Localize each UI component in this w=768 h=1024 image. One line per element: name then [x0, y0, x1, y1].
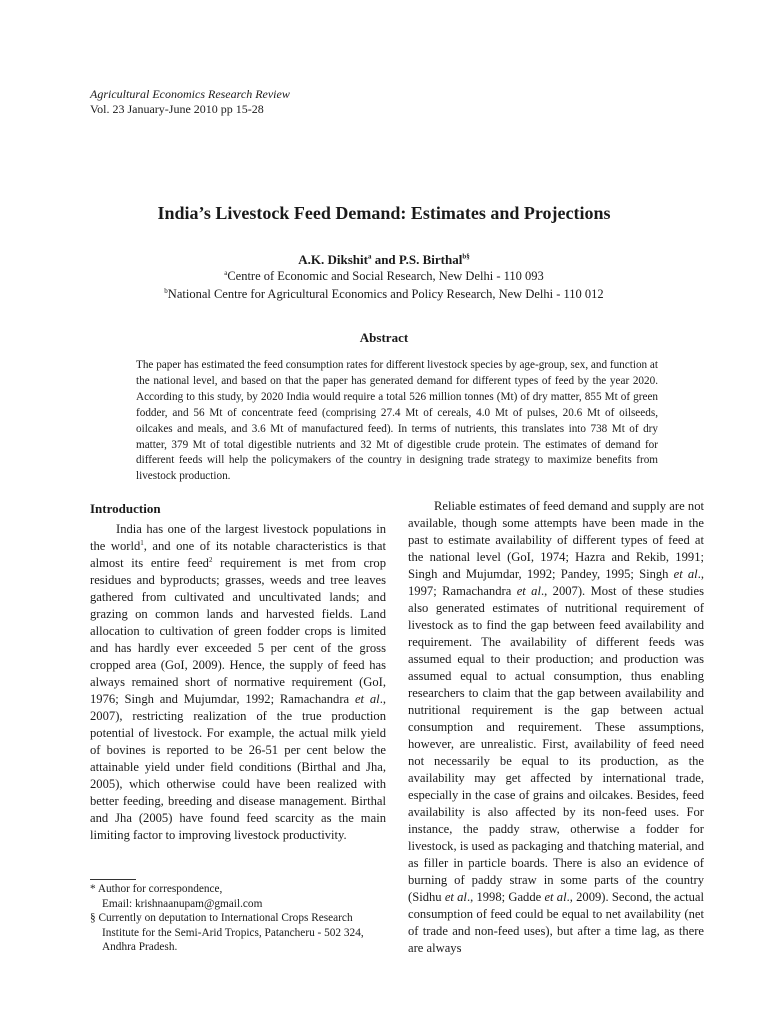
abstract-heading: Abstract	[359, 330, 409, 345]
authors	[0, 252, 768, 268]
journal-name: Agricultural Economics Research Review	[90, 87, 290, 101]
footnote-rule	[90, 879, 136, 880]
section-heading-introduction: Introduction	[90, 501, 161, 516]
abstract-body: The paper has estimated the feed consumption rates for different livestock species by age-group, sex, and function at the national level, and based on that the paper has generated demand for different types of feed by the year 2020. According to this study, by 2020 India would require a total 526 million tonnes (Mt) of dry matter, 855 Mt of green fodder, and 56 Mt of concentrate feed (comprising 27.4 Mt of cereals, 4.0 Mt of pulses, 20.6 Mt of oilseeds, oilcakes and meals, and 3.6 Mt of manufactured feed). In terms of nutrients, this translates into 738 Mt of dry matter, 379 Mt of total digestible nutrients and 32 Mt of digestible crude protein. The estimates of demand for different feeds will help the policymakers of the country in designing trade strategy to maximize benefits from livestock production.	[136, 359, 659, 483]
footnote-email: Email: krishnaanupam@gmail.com	[102, 897, 263, 910]
journal-header	[90, 87, 290, 117]
left-column	[90, 500, 386, 844]
footnote-deputation: § Currently on deputation to International Crops Research Institute for the Semi-Arid Tropics, Patancheru - 502 324, Andhra Pradesh.	[90, 912, 364, 954]
affiliation-a: $^a$Centre of Economic and Social Research, New Delhi - 110 093	[224, 268, 544, 283]
intro-paragraph: India has one of the largest livestock populations in the world$^1$, and one of its notable characteristics is that almost its entire feed$^2$ requirement is met from crop residues and byproducts; grasses, weeds and tree leaves gathered from cultivated and uncultivated lands; and grazing on common lands and harvested fields. Land allocation to cultivation of green fodder crops is limited and has hardly ever exceeded 5 per cent of the gross cropped area (GoI, 2009). Hence, the supply of feed has always remained short of normative requirement (GoI, 1976; Singh and Mujumdar, 1992; Ramachandra et al., 2007), restricting realization of the true production potential of livestock. For example, the actual milk yield of bovines is reported to be 26-51 per cent below the attainable yield under field conditions (Birthal and Jha, 2005), which otherwise could have been realized with better feeding, breeding and disease management. Birthal and Jha (2005) have found feed scarcity as the main limiting factor to improving livestock productivity.	[90, 522, 386, 842]
footnotes	[90, 882, 386, 955]
author-1-affil-mark: a	[367, 252, 372, 261]
paper-title: India’s Livestock Feed Demand: Estimates and Projections	[157, 203, 611, 223]
right-column	[408, 498, 704, 957]
body-paragraph: Reliable estimates of feed demand and supply are not available, though some attempts have been made in the past to estimate availability of different types of feed at the national level (GoI, 1974; Hazra and Rekib, 1991; Singh and Mujumdar, 1992; Pandey, 1995; Singh et al., 1997; Ramachandra et al., 2007). Most of these studies also generated estimates of nutritional requirement of livestock as to find the gap between feed availability and requirement. The availability of different feeds was assumed equal to their production; and production was assumed equal to actual consumption, thus enabling researchers to claim that the gap between availability and nutritional requirement is the gap between actual consumption and requirement. These assumptions, however, are unrealistic. First, availability of feed need not necessarily be equal to its production, as the availability may get affected by international trade, especially in the case of grains and oilcakes. Besides, feed availability is also affected by its non-feed uses. For instance, the paddy straw, otherwise a fodder for livestock, is used as packaging and thatching material, and as filler in particle boards. There is also an evidence of burning of paddy straw in some parts of the country (Sidhu et al., 1998; Gadde et al., 2009). Second, the actual consumption of feed could be equal to net availability (net of trade and non-feed uses), but after a time lag, as there are always	[408, 499, 704, 955]
footnote-correspondence: * Author for correspondence,	[90, 883, 223, 895]
author-2-affil-mark: b§	[462, 252, 470, 261]
journal-issue: Vol. 23 January-June 2010 pp 15-28	[90, 102, 264, 116]
author-1: A.K. Dikshit	[298, 252, 368, 267]
author-2: and P.S. Birthal	[371, 252, 463, 267]
affiliation-b: $^b$National Centre for Agricultural Economics and Policy Research, New Delhi - 110 012	[164, 286, 604, 301]
